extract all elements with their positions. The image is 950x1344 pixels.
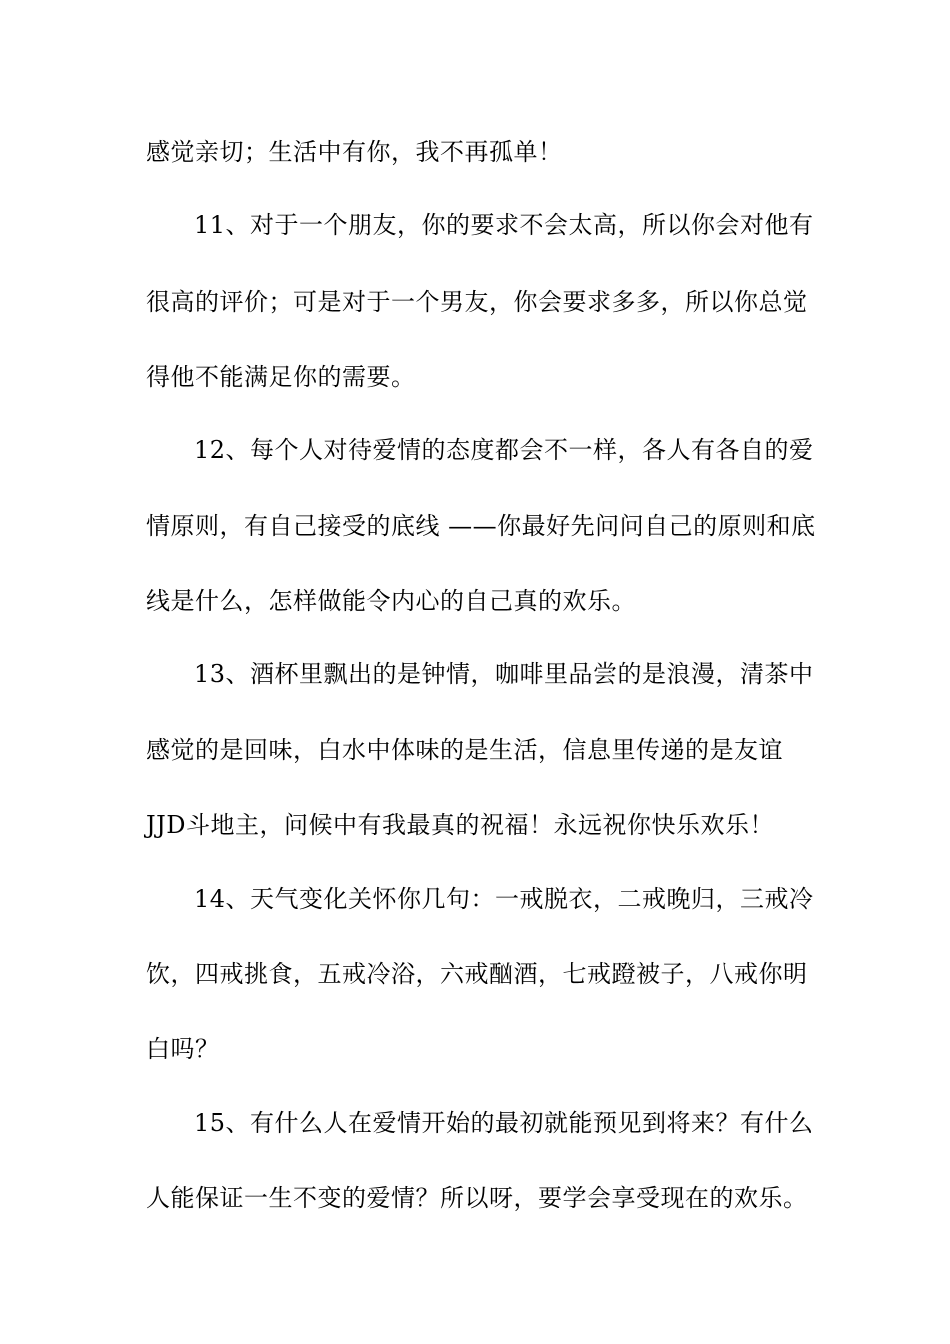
item-15-first-line: 15、有什么人在爱情开始的最初就能预见到将来？有什么 xyxy=(194,1109,814,1137)
item-14-first-line: 14、天气变化关怀你几句：一戒脱衣，二戒晚归，三戒冷 xyxy=(194,885,814,913)
text-line: 人能保证一生不变的爱情？所以呀，要学会享受现在的欢乐。 xyxy=(146,1184,808,1212)
text-line: 白吗？ xyxy=(146,1035,220,1063)
text-line: 情原则，有自己接受的底线 ——你最好先问问自己的原则和底 xyxy=(146,512,816,540)
item-11-first-line: 11、对于一个朋友，你的要求不会太高，所以你会对他有 xyxy=(194,211,814,239)
text-line: 很高的评价；可是对于一个男友，你会要求多多，所以你总觉 xyxy=(146,288,808,316)
text-line: JJD斗地主，问候中有我最真的祝福！永远祝你快乐欢乐！ xyxy=(146,811,774,839)
text-line: 得他不能满足你的需要。 xyxy=(146,363,416,391)
text-line: 感觉亲切；生活中有你，我不再孤单！ xyxy=(146,138,563,166)
item-13-first-line: 13、酒杯里飘出的是钟情，咖啡里品尝的是浪漫，清茶中 xyxy=(194,660,814,688)
text-line: 感觉的是回味，白水中体味的是生活，信息里传递的是友谊 xyxy=(146,736,783,764)
text-line: 饮，四戒挑食，五戒冷浴，六戒酗酒，七戒蹬被子，八戒你明 xyxy=(146,960,808,988)
item-12-first-line: 12、每个人对待爱情的态度都会不一样，各人有各自的爱 xyxy=(194,436,814,464)
text-line: 线是什么，怎样做能令内心的自己真的欢乐。 xyxy=(146,587,636,615)
